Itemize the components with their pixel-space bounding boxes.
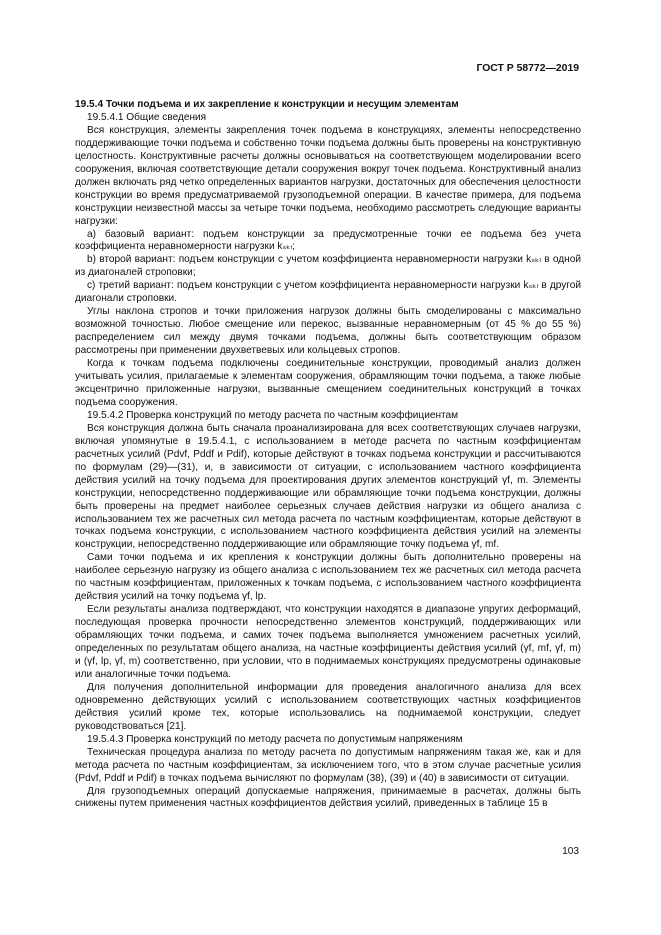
- paragraph: Вся конструкция, элементы закрепления точек подъема в конструкциях, элементы непосредственно поддерживающие точки подъема и собственно точки подъема должны быть проверены на конструктивную целостность. Конструктивные расчеты должны основываться на соответствующем моделировании всего сооружения, включая соответствующие детали сооружения вокруг точек подъема. Конструктивный анализ должен включать ряд четко определенных вариантов нагрузки, достаточных для обеспечения целостности конструкции во время предусматриваемой грузоподъемной операции. В качестве примера, для подъема конструкции неизвестной массы за четыре точки подъема, необходимо рассмотреть следующие варианты нагрузки:: [75, 124, 581, 227]
- paragraph: Вся конструкция должна быть сначала проанализирована для всех соответствующих случаев нагрузки, включая упомянутые в 19.5.4.1, с использованием в методе расчета по частным коэффициентам расчетных усилий (Pdvf, Pddf и Pdif), которые действуют в точках подъема конструкции и рассчитываются по формулам (29)—(31), и, в зависимости от ситуации, с использованием частного коэффициента действия усилий на точку подъема для проектирования других элементов конструкций γf, m. Элементы конструкции, непосредственно поддерживающие или обрамляющие точки подъема конструкции, должны быть проверены на предмет наиболее серьезных случаев действия нагрузки из общего анализа с использованием тех же расчетных сил метода расчета по частным коэффициентам, которые действуют в точках подъема конструкции, с использованием частного коэффициента действия усилий на элементы конструкции, непосредственно поддерживающие или обрамляющие точку подъема γf, mf.: [75, 422, 581, 551]
- document-body: [75, 99, 581, 811]
- standard-number: ГОСТ Р 58772—2019: [476, 63, 579, 74]
- section-heading: 19.5.4 Точки подъема и их закрепление к конструкции и несущим элементам: [75, 99, 459, 110]
- subsection-heading: 19.5.4.2 Проверка конструкций по методу расчета по частным коэффициентам: [87, 409, 459, 421]
- paragraph: Когда к точкам подъема подключены соединительные конструкции, проводимый анализ должен учитывать усилия, прилагаемые к элементам сооружения, обрамляющим точки подъема, а также любые эксцентрично приложенные нагрузки, вызванные смещением соединительных конструкций в точках подъема сооружения.: [75, 358, 581, 408]
- paragraph: Сами точки подъема и их крепления к конструкции должны быть дополнительно проверены на наиболее серьезную нагрузку из общего анализа с использованием тех же расчетных сил метода расчета по частным коэффициентам, приложенных к точкам подъема, с использованием частного коэффициента действия усилий на точку подъема γf, lp.: [75, 552, 581, 603]
- paragraph: Техническая процедура анализа по методу расчета по допустимым напряжениям такая же, как и для метода расчета по частным коэффициентам, за исключением того, что в этом случае расчетные усилия (Pdvf, Pddf и Pdif) в точках подъема вычисляют по формулам (38), (39) и (40) в зависимости от ситуации.: [75, 746, 581, 784]
- list-item: b) второй вариант: подъем конструкции с учетом коэффициента неравномерности нагрузки kₛₖₗ в одной из диагоналей строповки;: [75, 254, 581, 279]
- paragraph: Для получения дополнительной информации для проведения аналогичного анализа для всех одновременно действующих усилий с использованием соответствующих частных коэффициентов действия усилий кроме тех, которые использовались на поднимаемой конструкции, следует руководствоваться [21].: [75, 681, 581, 732]
- paragraph: Для грузоподъемных операций допускаемые напряжения, принимаемые в расчетах, должны быть снижены путем применения частных коэффициентов действия усилий, приведенных в таблице 15 в: [75, 785, 581, 810]
- paragraph: Если результаты анализа подтверждают, что конструкции находятся в диапазоне упругих деформаций, последующая проверка прочности непосредственно элементов конструкций, поддерживающих или обрамляющих точки подъема, и самих точек подъема выполняется умножением расчетных усилий, определенных по результатам общего анализа, на частные коэффициенты действия усилий (γf, mf, γf, m) и (γf, lp, γf, m) соответственно, при условии, что в поднимаемых конструкциях предусмотрены одинаковые или аналогичные точки подъема.: [75, 604, 581, 680]
- page-number: 103: [562, 846, 579, 857]
- subsection-heading: 19.5.4.1 Общие сведения: [87, 111, 207, 123]
- list-item: а) базовый вариант: подъем конструкции за предусмотренные точки ее подъема без учета коэффициента неравномерности нагрузки kₛₖₗ;: [75, 228, 581, 253]
- paragraph: Углы наклона стропов и точки приложения нагрузок должны быть смоделированы с максимально возможной точностью. Любое смещение или перекос, вызванные неравномерным (от 45 % до 55 %) распределением сил между двумя точками подъема, должны быть соответствующим образом рассмотрены при применении двухветвевых или кольцевых стропов.: [75, 306, 581, 357]
- subsection-heading: 19.5.4.3 Проверка конструкций по методу расчета по допустимым напряжениям: [87, 733, 463, 745]
- list-item: с) третий вариант: подъем конструкции с учетом коэффициента неравномерности нагрузки kₛₖₗ в другой диагонали строповки.: [75, 280, 581, 305]
